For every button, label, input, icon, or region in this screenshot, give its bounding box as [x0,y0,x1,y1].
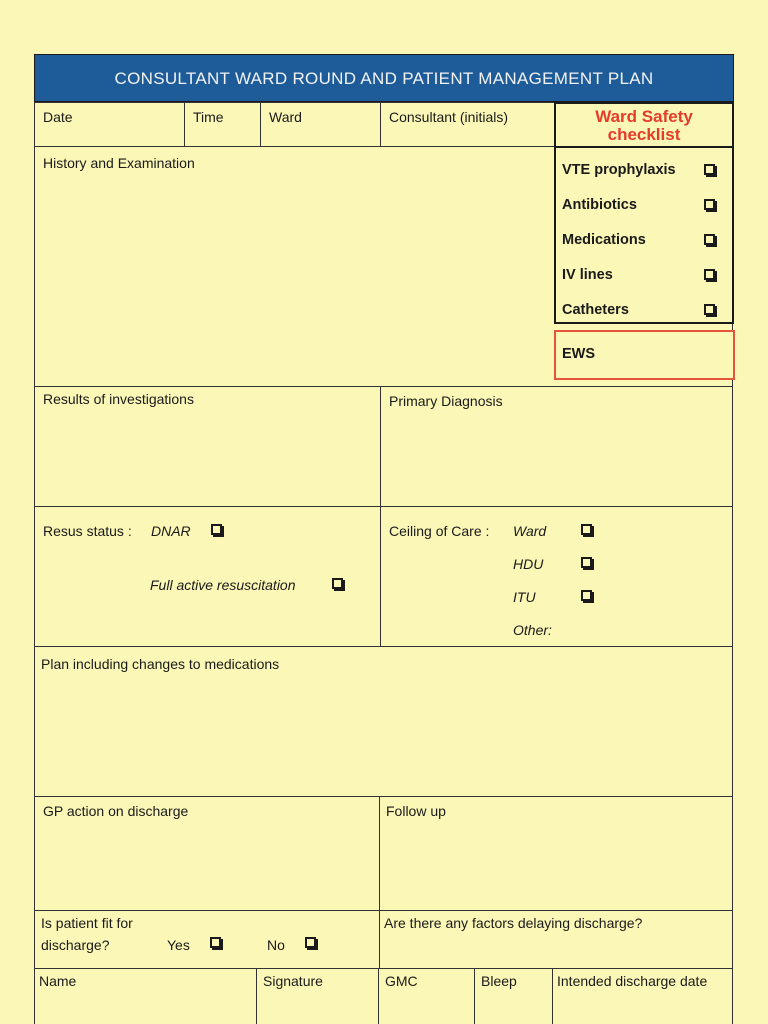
primary-diagnosis-field[interactable] [380,386,732,506]
intended-discharge-label: Intended discharge date [557,973,708,989]
intended-discharge-date-field[interactable] [552,968,732,1024]
discharge-yes-checkbox[interactable] [210,937,221,948]
ceiling-itu-label: ITU [513,589,536,605]
antibiotics-checkbox[interactable] [704,199,715,210]
plan-label: Plan including changes to medications [41,656,280,672]
form-right-border [732,324,733,1024]
medications-checkbox[interactable] [704,234,715,245]
ceiling-ward-label: Ward [513,523,547,539]
fit-discharge-line1: Is patient fit for [41,915,133,931]
iv-lines-checkbox[interactable] [704,269,715,280]
safety-title-line2: checklist [607,125,681,144]
catheters-checkbox[interactable] [704,304,715,315]
date-field[interactable] [34,102,184,146]
signature-label: Signature [263,973,323,989]
ews-field[interactable] [554,330,735,380]
ward-safety-checklist [554,102,734,324]
full-resus-label: Full active resuscitation [150,577,296,593]
ward-field[interactable] [260,102,380,146]
form-title: CONSULTANT WARD ROUND AND PATIENT MANAGEMENT PLAN [34,54,734,102]
dnar-label: DNAR [151,523,191,539]
ceiling-other-label: Other: [513,622,552,638]
signature-field[interactable] [256,968,378,1024]
gmc-label: GMC [385,973,418,989]
ews-label: EWS [562,346,596,362]
time-field[interactable] [184,102,260,146]
antibiotics-label: Antibiotics [562,197,637,213]
resus-status-section [34,506,380,646]
medications-label: Medications [562,232,646,248]
catheters-label: Catheters [562,302,629,318]
iv-lines-label: IV lines [562,267,613,283]
vte-prophylaxis-checkbox[interactable] [704,164,715,175]
safety-title-line1: Ward Safety [595,107,693,126]
plan-field[interactable] [34,646,732,796]
follow-up-field[interactable] [379,796,732,910]
bleep-field[interactable] [474,968,552,1024]
gp-action-label: GP action on discharge [43,803,189,819]
ceiling-ward-checkbox[interactable] [581,524,592,535]
safety-checklist-title [556,104,732,148]
gmc-field[interactable] [378,968,474,1024]
results-field[interactable] [34,386,380,506]
discharge-no-label: No [267,937,285,953]
delaying-factors-label: Are there any factors delaying discharge? [384,915,643,931]
primary-diagnosis-label: Primary Diagnosis [389,393,503,409]
name-field[interactable] [34,968,256,1024]
gp-action-field[interactable] [34,796,379,910]
dnar-checkbox[interactable] [211,524,222,535]
ward-label: Ward [269,109,302,125]
follow-up-label: Follow up [386,803,446,819]
history-label: History and Examination [43,155,195,171]
ceiling-hdu-checkbox[interactable] [581,557,592,568]
fit-for-discharge-section [34,910,379,968]
ceiling-of-care-section [380,506,732,646]
time-label: Time [193,109,224,125]
ceiling-label: Ceiling of Care : [389,523,490,539]
name-label: Name [39,973,77,989]
results-label: Results of investigations [43,391,194,407]
discharge-no-checkbox[interactable] [305,937,316,948]
fit-discharge-line2: discharge? [41,937,110,953]
bleep-label: Bleep [481,973,517,989]
full-resus-checkbox[interactable] [332,578,343,589]
delaying-factors-field[interactable] [379,910,732,968]
ceiling-itu-checkbox[interactable] [581,590,592,601]
ceiling-hdu-label: HDU [513,556,544,572]
consultant-initials-field[interactable] [380,102,554,146]
resus-status-label: Resus status : [43,523,132,539]
discharge-yes-label: Yes [167,937,190,953]
history-examination-field[interactable] [34,146,554,386]
ward-round-form [34,54,732,1024]
consultant-label: Consultant (initials) [389,109,509,125]
vte-prophylaxis-label: VTE prophylaxis [562,162,676,178]
date-label: Date [43,109,73,125]
